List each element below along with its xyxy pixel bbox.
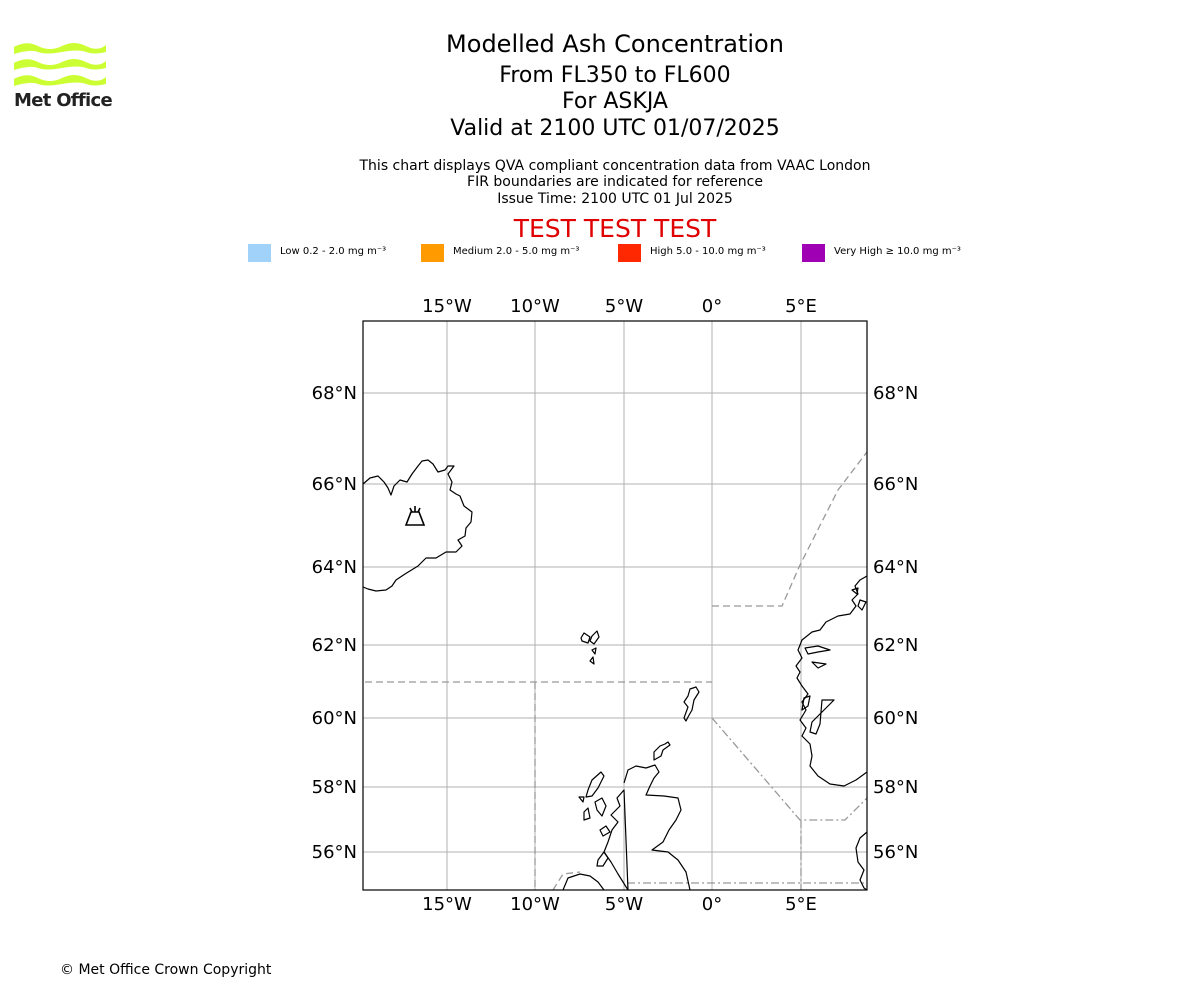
fir-note: FIR boundaries are indicated for reference [467, 174, 763, 190]
lat-tick-label: 60°N [873, 708, 919, 729]
legend-label-high: High 5.0 - 10.0 mg m⁻³ [650, 246, 766, 257]
test-banner: TEST TEST TEST [513, 214, 717, 243]
lon-tick-label: 15°W [422, 894, 472, 915]
lat-tick-label: 68°N [311, 383, 357, 404]
lon-tick-label: 5°W [604, 296, 644, 317]
lon-tick-label: 0° [701, 296, 723, 317]
coastline-ireland [563, 874, 604, 890]
coastline-denmark [856, 832, 867, 890]
lat-tick-label: 66°N [873, 474, 919, 495]
lat-tick-label: 58°N [873, 777, 919, 798]
lon-tick-label: 5°E [785, 894, 817, 915]
lat-tick-label: 60°N [311, 708, 357, 729]
lat-tick-label: 66°N [311, 474, 357, 495]
lat-tick-label: 64°N [873, 557, 919, 578]
coastlines [363, 460, 867, 890]
lat-tick-label: 62°N [873, 635, 919, 656]
fir-boundary [712, 718, 867, 820]
legend-label-low: Low 0.2 - 2.0 mg m⁻³ [280, 246, 387, 257]
lat-tick-label: 62°N [311, 635, 357, 656]
coastline-shetland [684, 687, 699, 721]
lon-tick-label: 5°E [785, 296, 817, 317]
lat-tick-label: 64°N [311, 557, 357, 578]
lat-tick-label: 68°N [873, 383, 919, 404]
chart-title: Modelled Ash Concentration [446, 30, 784, 58]
coastline-norway [796, 576, 867, 786]
brand-name: Met Office [14, 90, 113, 111]
fir-boundary [712, 452, 867, 606]
lon-tick-label: 15°W [422, 296, 472, 317]
coastline-faroe [581, 631, 599, 664]
lat-tick-label: 58°N [311, 777, 357, 798]
lon-tick-label: 10°W [510, 894, 560, 915]
legend-label-very-high: Very High ≥ 10.0 mg m⁻³ [834, 246, 961, 257]
flight-levels: From FL350 to FL600 [499, 63, 731, 88]
legend-label-medium: Medium 2.0 - 5.0 mg m⁻³ [453, 246, 580, 257]
volcano-name: For ASKJA [562, 89, 668, 114]
lon-tick-label: 5°W [604, 894, 644, 915]
copyright: © Met Office Crown Copyright [60, 962, 272, 978]
coastline-orkney [654, 742, 670, 760]
chart-description: This chart displays QVA compliant concentration data from VAAC London [359, 158, 871, 174]
lat-tick-label: 56°N [311, 842, 357, 863]
lon-tick-label: 10°W [510, 296, 560, 317]
lat-tick-label: 56°N [873, 842, 919, 863]
coastline-scotland [604, 765, 690, 890]
coastline-norway-island [802, 588, 866, 734]
issue-time: Issue Time: 2100 UTC 01 Jul 2025 [497, 191, 733, 207]
valid-time: Valid at 2100 UTC 01/07/2025 [450, 116, 780, 141]
map-grid [363, 321, 867, 890]
volcano-icon [406, 506, 424, 525]
lon-tick-label: 0° [701, 894, 723, 915]
map-frame [363, 321, 867, 890]
